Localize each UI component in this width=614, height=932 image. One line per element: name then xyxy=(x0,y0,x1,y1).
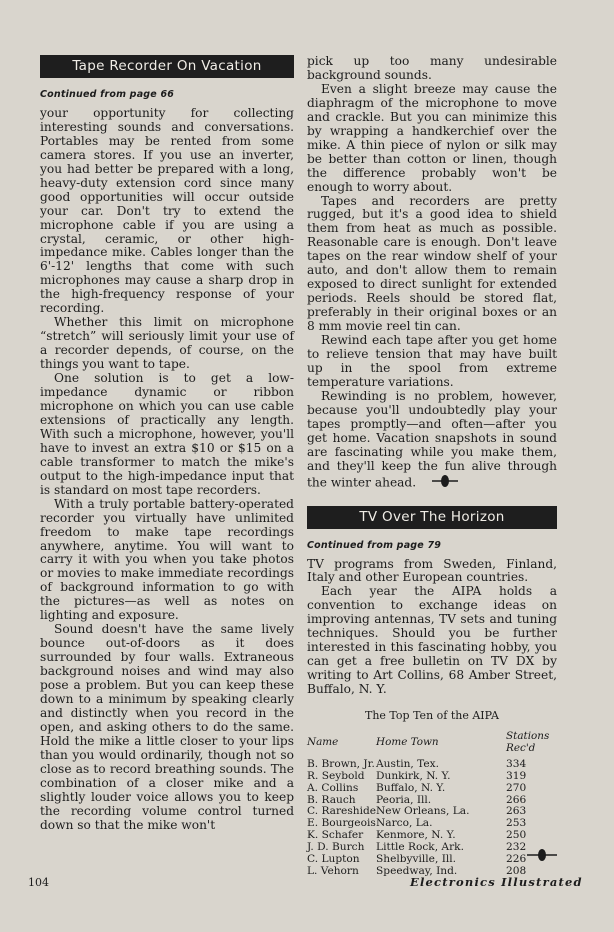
cell-stations: 319 xyxy=(506,769,527,782)
cell-name: L. Vehorn xyxy=(307,864,359,877)
cell-stations: 270 xyxy=(506,781,527,794)
cell-home-town: Austin, Tex. xyxy=(376,757,439,770)
table-header-row xyxy=(307,731,555,759)
right-column xyxy=(307,55,557,878)
paragraph-text: Rewinding is no problem, however, because you'll undoubtedly play your tapes promptly—and often—after you get home. Vacation snapshots in sound are fascinating while you make them, and they'll keep the fun alive through the winter ahead. xyxy=(307,388,557,490)
cell-name: E. Bourgeois xyxy=(307,817,376,830)
header-stations: Stations Rec'd xyxy=(506,729,550,754)
cell-home-town: Little Rock, Ark. xyxy=(376,841,464,854)
cell-stations: 208 xyxy=(506,864,527,877)
top-ten-table xyxy=(307,731,555,878)
cell-name: C. Rareshide xyxy=(307,805,377,818)
cell-home-town: Narco, La. xyxy=(376,817,433,830)
table-title: The Top Ten of the AIPA xyxy=(365,709,499,723)
cell-stations: 266 xyxy=(506,793,527,806)
cell-name: B. Brown, Jr. xyxy=(307,757,375,770)
cell-name: J. D. Burch xyxy=(307,841,365,854)
paragraph: Each year the AIPA holds a convention to exchange ideas on improving antennas, TV sets and tuning techniques. Should you be further interested in this fascinating hobby, you can get a free bulletin on TV DX by writing to Art Collins, 68 Amber Street, Buffalo, N. Y. xyxy=(307,584,557,697)
cell-home-town: Shelbyville, Ill. xyxy=(376,853,457,866)
paragraph: pick up too many undesirable background sounds. xyxy=(307,54,557,82)
paragraph: TV programs from Sweden, Finland, Italy and other European countries. xyxy=(307,556,557,585)
table-row xyxy=(307,759,555,771)
paragraph: Whether this limit on microphone “stretch” will seriously limit your use of a recorder depends, of course, on the things you want to tape. xyxy=(40,315,294,372)
end-mark-icon xyxy=(527,847,557,866)
paragraph: Tapes and recorders are pretty rugged, but it's a good idea to shield them from heat as much as possible. Reasonable care is enough. Don't leave tapes on the rear window shelf of your auto, and don't allow them to remain exposed to direct sunlight for extended periods. Reels should be stored flat, preferably in their original boxes or an 8 mm movie reel tin can. xyxy=(307,193,557,334)
paragraph: Even a slight breeze may cause the diaphragm of the microphone to move and crackle. But you can minimize this by wrapping a handkerchief over the mike. A thin piece of nylon or silk may be better than cotton or linen, though the difference probably won't be enough to worry about. xyxy=(307,81,557,194)
header-home-town: Home Town xyxy=(376,735,439,748)
table-body xyxy=(307,759,555,878)
paragraph: Rewind each tape after you get home to relieve tension that may have built up in the spool from extreme temperature variations. xyxy=(307,333,557,389)
continued-note: Continued from page 79 xyxy=(307,539,442,551)
cell-home-town: Dunkirk, N. Y. xyxy=(376,769,451,782)
paragraph: your opportunity for collecting interesting sounds and conversations. Portables may be rented from some camera stores. If you use an inverter, you had better be prepared with a long, heavy-duty extension cord since many good opportunities will occur outside your car. Don't try to extend the microphone cable if you are using a crystal, ceramic, or other high-impedance mike. Cables longer than the 6'-12' lengths that come with such microphones may cause a sharp drop in the high-frequency response of your recording. xyxy=(40,105,294,316)
cell-name: R. Seybold xyxy=(307,769,365,782)
end-mark-icon xyxy=(418,474,458,492)
cell-name: K. Schafer xyxy=(307,829,364,842)
paragraph-last xyxy=(307,390,557,492)
magazine-title: Electronics Illustrated xyxy=(410,875,583,889)
cell-name: B. Rauch xyxy=(307,793,356,806)
cell-home-town: New Orleans, La. xyxy=(376,805,470,818)
continued-note: Continued from page 66 xyxy=(40,89,175,100)
cell-home-town: Speedway, Ind. xyxy=(376,864,458,877)
article-banner-tape-recorder: Tape Recorder On Vacation xyxy=(40,55,294,78)
cell-name: C. Lupton xyxy=(307,853,360,866)
left-column xyxy=(40,55,294,833)
cell-home-town: Buffalo, N. Y. xyxy=(376,781,446,794)
cell-name: A. Collins xyxy=(307,781,359,794)
header-name: Name xyxy=(307,735,339,748)
cell-stations: 334 xyxy=(506,757,527,770)
cell-stations: 263 xyxy=(506,805,527,818)
paragraph: With a truly portable battery-operated recorder you virtually have unlimited freedom to make tape recordings anywhere, anytime. You will want to carry it with you when you take photos or movies to make immediate recordings of background information to go with the pictures—as well as notes on lighting and exposure. xyxy=(40,496,294,623)
paragraph: One solution is to get a low-impedance dynamic or ribbon microphone on which you can use cable extensions of practically any length. With such a microphone, however, you'll have to invest an extra $10 or $15 on a cable transformer to match the mike's output to the high-impedance input that is standard on most tape recorders. xyxy=(40,371,294,497)
cell-home-town: Kenmore, N. Y. xyxy=(376,829,456,842)
page-number: 104 xyxy=(28,876,49,889)
cell-stations: 232 xyxy=(506,841,527,854)
article-banner-tv-horizon: TV Over The Horizon xyxy=(307,506,557,529)
cell-stations: 253 xyxy=(506,817,527,830)
cell-home-town: Peoria, Ill. xyxy=(376,793,432,806)
table-row xyxy=(307,771,555,783)
paragraph: Sound doesn't have the same lively bounce out-of-doors as it does surrounded by four walls. Extraneous background noises and wind may also pose a problem. But you can keep these down to a minimum by speaking clearly and distinctly when you record in the open, and asking others to do the same. Hold the mike a little closer to your lips than you would ordinarily, though not so close as to record breathing sounds. The combination of a closer mike and a slightly louder voice allows you to keep the recording volume control turned down so that the mike won't xyxy=(40,622,294,832)
cell-stations: 226 xyxy=(506,853,527,866)
cell-stations: 250 xyxy=(506,829,527,842)
table-row xyxy=(307,783,555,795)
